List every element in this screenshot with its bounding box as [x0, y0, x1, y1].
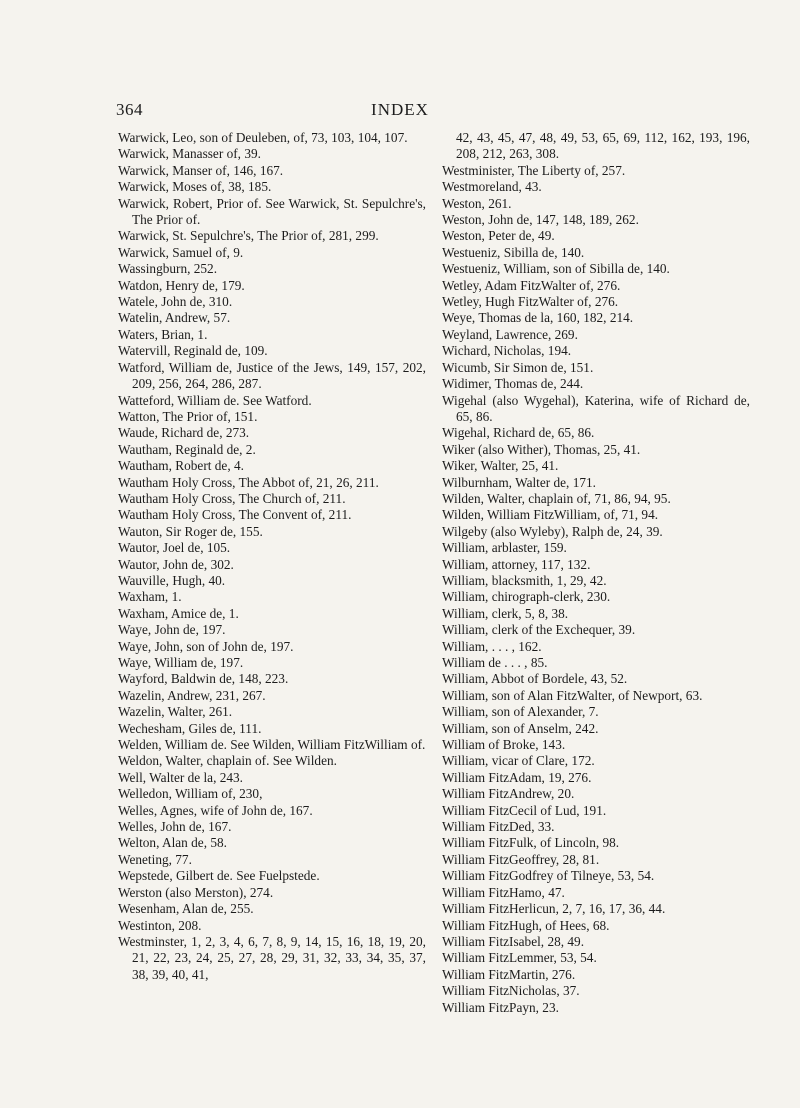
index-entry: William, son of Anselm, 242.	[442, 720, 599, 736]
page-number: 364	[116, 100, 143, 119]
index-entry: William FitzDed, 33.	[442, 819, 555, 835]
index-entry: Warwick, St. Sepulchre's, The Prior of, 281, 299.	[118, 228, 379, 244]
index-entry: Warwick, Robert, Prior of. See Warwick, St. Sepulchre's, The Prior of.	[118, 195, 426, 228]
index-entry: Waters, Brian, 1.	[118, 326, 208, 342]
index-entry: Well, Walter de la, 243.	[118, 769, 244, 785]
index-entry: Wesenham, Alan de, 255.	[118, 901, 254, 917]
index-entry: Wilgeby (also Wyleby), Ralph de, 24, 39.	[442, 523, 663, 539]
index-entry: William, attorney, 117, 132.	[442, 556, 591, 572]
index-entry: Welles, Agnes, wife of John de, 167.	[118, 802, 313, 818]
index-entry: Watele, John de, 310.	[118, 294, 233, 310]
index-entry: Watford, William de, Justice of the Jews, 149, 157, 202, 209, 256, 264, 286, 287.	[118, 359, 426, 392]
index-entry: William, son of Alan FitzWalter, of Newport, 63.	[442, 687, 703, 703]
index-entry: William, . . . , 162.	[442, 638, 542, 654]
index-entry: Welden, William de. See Wilden, William FitzWilliam of.	[118, 737, 426, 753]
index-entry: Watdon, Henry de, 179.	[118, 277, 245, 293]
index-entry: Weyland, Lawrence, 269.	[442, 326, 578, 342]
index-entry: Wautham Holy Cross, The Convent of, 211.	[118, 507, 352, 523]
index-entry: Wauville, Hugh, 40.	[118, 572, 226, 588]
index-entry: Weston, 261.	[442, 195, 512, 211]
index-entry: William of Broke, 143.	[442, 737, 566, 753]
index-entry: Welles, John de, 167.	[118, 819, 232, 835]
index-entry: Westmoreland, 43.	[442, 179, 542, 195]
index-entry: William, clerk, 5, 8, 38.	[442, 605, 569, 621]
index-entry: William, clerk of the Exchequer, 39.	[442, 622, 636, 638]
index-column-right	[442, 130, 750, 1016]
index-entry: Warwick, Manasser of, 39.	[118, 146, 261, 162]
index-entry: Westueniz, Sibilla de, 140.	[442, 244, 585, 260]
index-entry: William, vicar of Clare, 172.	[442, 753, 595, 769]
index-entry: Wiker (also Wither), Thomas, 25, 41.	[442, 441, 641, 457]
index-entry: Wautor, Joel de, 105.	[118, 540, 231, 556]
index-entry: Waye, John de, 197.	[118, 622, 226, 638]
index-entry: Wiker, Walter, 25, 41.	[442, 458, 559, 474]
index-entry: Weston, Peter de, 49.	[442, 228, 555, 244]
index-entry: Wepstede, Gilbert de. See Fuelpstede.	[118, 868, 320, 884]
index-entry: Welledon, William of, 230,	[118, 786, 263, 802]
index-entry: Watelin, Andrew, 57.	[118, 310, 231, 326]
running-title: INDEX	[371, 100, 429, 119]
index-entry: Watton, The Prior of, 151.	[118, 408, 258, 424]
index-entry: Wilden, William FitzWilliam, of, 71, 94.	[442, 507, 659, 523]
index-entry: Wetley, Adam FitzWalter of, 276.	[442, 277, 621, 293]
index-entry: Wilden, Walter, chaplain of, 71, 86, 94, 95.	[442, 490, 671, 506]
index-entry: William FitzCecil of Lud, 191.	[442, 802, 607, 818]
index-entry: Waye, John, son of John de, 197.	[118, 638, 294, 654]
index-entry: Wautham Holy Cross, The Abbot of, 21, 26, 211.	[118, 474, 379, 490]
index-entry: Watteford, William de. See Watford.	[118, 392, 312, 408]
index-entry: William FitzLemmer, 53, 54.	[442, 950, 597, 966]
index-entry: Wautor, John de, 302.	[118, 556, 234, 572]
index-entry: William, Abbot of Bordele, 43, 52.	[442, 671, 628, 687]
index-entry: Wautham, Robert de, 4.	[118, 458, 244, 474]
index-entry: William FitzGodfrey of Tilneye, 53, 54.	[442, 868, 655, 884]
index-entry: Weston, John de, 147, 148, 189, 262.	[442, 212, 639, 228]
index-entry: William, chirograph-clerk, 230.	[442, 589, 611, 605]
index-entry: Waxham, 1.	[118, 589, 182, 605]
page-header	[116, 100, 684, 124]
index-entry: Westminster, 1, 2, 3, 4, 6, 7, 8, 9, 14, 15, 16, 18, 19, 20, 21, 22, 23, 24, 25, 27, 28, 29, 31, 32, 33, 34, 35, 37, 38, 39, 40, 41,	[118, 933, 426, 982]
index-entry: Wassingburn, 252.	[118, 261, 218, 277]
index-entry: Weldon, Walter, chaplain of. See Wilden.	[118, 753, 337, 769]
index-entry: Werston (also Merston), 274.	[118, 884, 274, 900]
index-entry: Waxham, Amice de, 1.	[118, 605, 239, 621]
index-entry: Wayford, Baldwin de, 148, 223.	[118, 671, 289, 687]
index-entry: William FitzPayn, 23.	[442, 999, 559, 1015]
index-entry: William FitzFulk, of Lincoln, 98.	[442, 835, 620, 851]
index-entry: Weye, Thomas de la, 160, 182, 214.	[442, 310, 634, 326]
index-entry: Wazelin, Andrew, 231, 267.	[118, 687, 266, 703]
index-entry: Warwick, Moses of, 38, 185.	[118, 179, 272, 195]
index-entry: William FitzIsabel, 28, 49.	[442, 933, 585, 949]
index-entry: Warwick, Leo, son of Deuleben, of, 73, 103, 104, 107.	[118, 130, 408, 145]
index-entry: William FitzHamo, 47.	[442, 884, 565, 900]
index-entry: William FitzHugh, of Hees, 68.	[442, 917, 610, 933]
index-entry: Weneting, 77.	[118, 851, 192, 867]
index-entry: Westminister, The Liberty of, 257.	[442, 162, 626, 178]
index-entry: Wautham, Reginald de, 2.	[118, 441, 256, 457]
index-entry: Warwick, Samuel of, 9.	[118, 244, 244, 260]
index-entry: William, blacksmith, 1, 29, 42.	[442, 572, 607, 588]
index-entry: Westueniz, William, son of Sibilla de, 140.	[442, 261, 670, 277]
index-entry: William FitzHerlicun, 2, 7, 16, 17, 36, 44.	[442, 901, 666, 917]
index-entry: William, arblaster, 159.	[442, 540, 567, 556]
index-entry: Wauton, Sir Roger de, 155.	[118, 523, 263, 539]
index-entry: Warwick, Manser of, 146, 167.	[118, 162, 284, 178]
index-entry: Welton, Alan de, 58.	[118, 835, 227, 851]
index-entry: Waude, Richard de, 273.	[118, 425, 250, 441]
index-entry: Waye, William de, 197.	[118, 655, 244, 670]
index-entry: Wetley, Hugh FitzWalter of, 276.	[442, 294, 619, 310]
index-entry: Watervill, Reginald de, 109.	[118, 343, 268, 359]
index-entry: Wichard, Nicholas, 194.	[442, 343, 572, 359]
index-entry: Wigehal (also Wygehal), Katerina, wife of Richard de, 65, 86.	[442, 392, 750, 424]
index-entry: William FitzGeoffrey, 28, 81.	[442, 851, 600, 867]
index-entry: Wautham Holy Cross, The Church of, 211.	[118, 490, 346, 506]
index-entry: William FitzAdam, 19, 276.	[442, 769, 592, 785]
index-entry: Wechesham, Giles de, 111.	[118, 720, 262, 736]
index-entry: Westinton, 208.	[118, 917, 202, 933]
index-entry: Wilburnham, Walter de, 171.	[442, 474, 596, 490]
index-column-left	[118, 130, 426, 983]
index-entry: Wazelin, Walter, 261.	[118, 704, 233, 720]
index-entry: Widimer, Thomas de, 244.	[442, 376, 584, 392]
index-entry: Wigehal, Richard de, 65, 86.	[442, 425, 595, 441]
index-entry: William FitzMartin, 276.	[442, 966, 576, 982]
index-entry: Wicumb, Sir Simon de, 151.	[442, 359, 594, 375]
index-entry: William FitzNicholas, 37.	[442, 983, 580, 999]
index-entry-continuation: 42, 43, 45, 47, 48, 49, 53, 65, 69, 112, 162, 193, 196, 208, 212, 263, 308.	[456, 130, 750, 162]
index-entry: William FitzAndrew, 20.	[442, 786, 575, 802]
index-entry: William, son of Alexander, 7.	[442, 704, 599, 720]
index-entry: William de . . . , 85.	[442, 655, 548, 670]
